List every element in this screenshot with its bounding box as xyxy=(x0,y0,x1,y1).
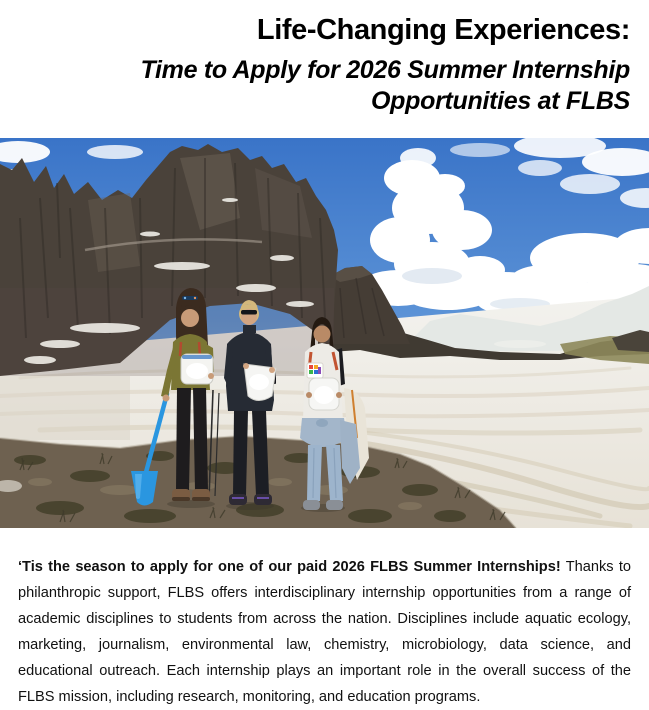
body-text: Thanks to philanthropic support, FLBS offers interdisciplinary internship opportunities from a range of academic disciplines to students from across the nation. Disciplines include aquatic ecology, marketing, journalism, environmental law, chemistry, microbiology, data science, and educational outreach. Each internship plays an important role in the overall success of the FLBS mission, including research, monitoring, and education programs. xyxy=(18,559,632,705)
newsletter-header xyxy=(0,0,649,117)
intro-section xyxy=(0,528,649,710)
subtitle-line-2: Opportunities at FLBS xyxy=(371,87,630,115)
photo-three-interns-snowfield xyxy=(0,138,649,528)
dirty-snow-left xyxy=(0,376,130,440)
page-title: Life-Changing Experiences: xyxy=(256,14,630,46)
tshirt-graphic xyxy=(307,363,323,378)
page-subtitle xyxy=(0,55,630,117)
intro-paragraph xyxy=(18,554,631,710)
subtitle-line-1: Time to Apply for 2026 Summer Internship xyxy=(140,56,630,84)
lead-sentence: ‘Tis the season to apply for one of our paid 2026 FLBS Summer Internships! xyxy=(18,559,561,575)
hero-photo xyxy=(0,138,649,528)
